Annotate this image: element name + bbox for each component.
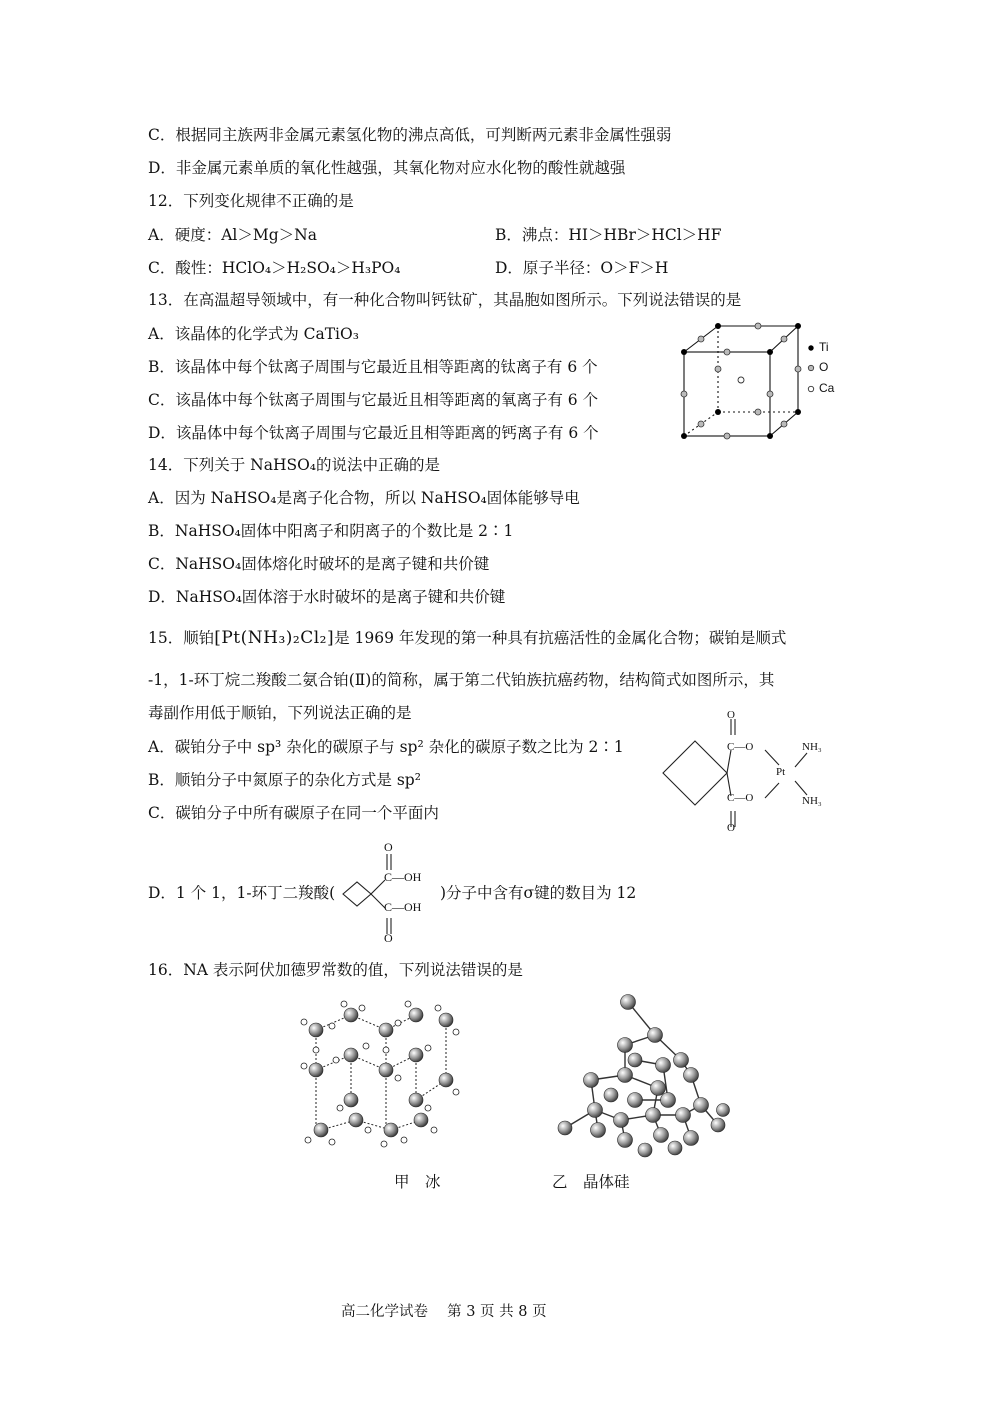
q15-option-d-suffix: )分子中含有σ键的数目为 12 [440,884,637,902]
acid-o-bottom: O [384,931,393,945]
q15-stem-line2: -1，1-环丁烷二羧酸二氨合铂(Ⅱ)的简称，属于第二代铂族抗癌药物，结构简式如图所示，其 [148,671,775,689]
q14-option-a: A．因为 NaHSO₄是离子化合物，所以 NaHSO₄固体能够导电 [148,489,580,507]
carboplatin-co-bottom: C—O [727,792,754,804]
q12-option-a: A．硬度：Al＞Mg＞Na [148,226,317,244]
q14-stem: 14．下列关于 NaHSO₄的说法中正确的是 [148,456,441,474]
q15-option-b: B．顺铂分子中氮原子的杂化方式是 sp² [148,771,421,789]
q13-option-b: B．该晶体中每个钛离子周围与它最近且相等距离的钛离子有 6 个 [148,358,598,376]
page-footer: 高二化学试卷 第 3 页 共 8 页 [341,1304,547,1320]
legend-ca: Ca [819,381,835,395]
carboplatin-o-top: O [727,709,735,721]
acid-cooh-top: C—OH [384,870,422,884]
ice-structure-diagram [296,990,466,1160]
q15-option-c: C．碳铂分子中所有碳原子在同一个平面内 [148,804,439,822]
q13-option-d: D．该晶体中每个钛离子周围与它最近且相等距离的钙离子有 6 个 [148,424,599,442]
q15-stem-prefix: 15．顺铂 [148,629,215,647]
q14-option-c: C．NaHSO₄固体熔化时破坏的是离子键和共价键 [148,555,490,573]
q12-option-c: C．酸性：HClO₄＞H₂SO₄＞H₃PO₄ [148,259,401,277]
acid-cooh-bottom: C—OH [384,900,422,914]
q13-stem: 13．在高温超导领域中，有一种化合物叫钙钛矿，其晶胞如图所示。下列说法错误的是 [148,291,742,309]
q12-stem: 12．下列变化规律不正确的是 [148,192,354,210]
legend-o: O [819,360,829,374]
carboplatin-nh3-top: NH₃ [802,741,822,753]
q15-stem-line3: 毒副作用低于顺铂，下列说法正确的是 [148,704,412,722]
figure-label-silicon: 乙 晶体硅 [552,1173,630,1191]
q13-option-c: C．该晶体中每个钛离子周围与它最近且相等距离的氧离子有 6 个 [148,391,599,409]
q16-stem: 16．NA 表示阿伏加德罗常数的值，下列说法错误的是 [148,961,523,979]
crystalline-silicon-diagram [553,990,733,1160]
q15-stem-line1 [148,627,786,649]
carboplatin-co-top: C—O [727,741,754,753]
q13-option-a: A．该晶体的化学式为 CaTiO₃ [148,325,359,343]
q12-option-b: B．沸点：HI＞HBr＞HCl＞HF [495,226,722,244]
legend-ti: Ti [819,340,829,354]
q15-stem-suffix: 是 1969 年发现的第一种具有抗癌活性的金属化合物；碳铂是顺式 [334,629,787,647]
carboplatin-nh3-bottom: NH₃ [802,795,822,807]
q11-option-c: C．根据同主族两非金属元素氢化物的沸点高低，可判断两元素非金属性强弱 [148,126,672,144]
figure-label-ice: 甲 冰 [394,1173,441,1191]
carboplatin-o-bottom: O [727,822,735,834]
q15-option-a: A．碳铂分子中 sp³ 杂化的碳原子与 sp² 杂化的碳原子数之比为 2∶1 [148,738,624,756]
acid-o-top: O [384,840,393,854]
q14-option-b: B．NaHSO₄固体中阳离子和阴离子的个数比是 2∶1 [148,522,514,540]
q11-option-d: D．非金属元素单质的氧化性越强，其氧化物对应水化物的酸性就越强 [148,159,626,177]
q15-option-d-prefix: D．1 个 1，1-环丁二羧酸( [148,884,336,902]
carboplatin-structure-diagram [655,705,845,840]
cisplatin-formula: [Pt(NH₃)₂Cl₂] [214,628,335,648]
legend-markers [806,341,816,401]
q14-option-d: D．NaHSO₄固体溶于水时破坏的是离子键和共价键 [148,588,506,606]
carboplatin-pt: Pt [776,766,786,778]
q12-option-d: D．原子半径：O＞F＞H [495,259,669,277]
